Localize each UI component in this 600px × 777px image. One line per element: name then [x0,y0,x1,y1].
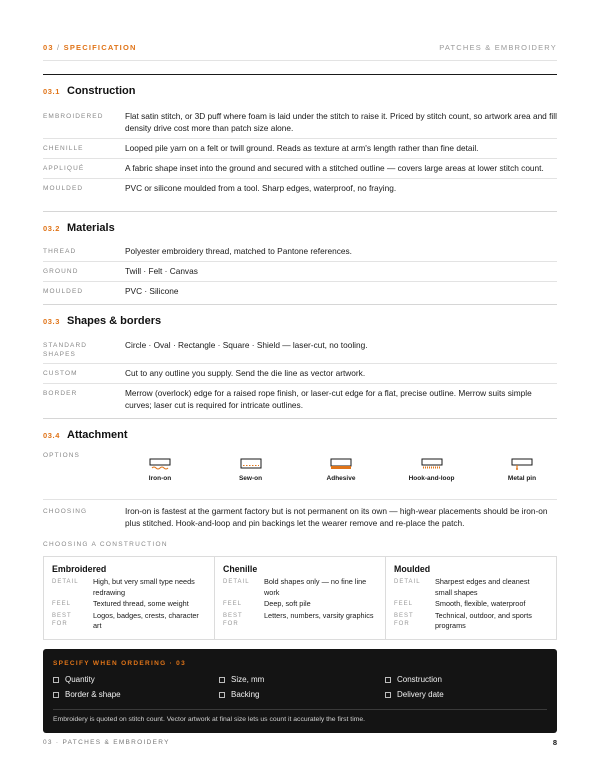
card-row-value: Textured thread, some weight [93,599,189,608]
header-divider [43,60,557,61]
checklist-item[interactable] [385,674,551,685]
card-moulded [386,557,556,639]
table-row [43,262,557,282]
hook-and-loop-icon [421,458,443,470]
row-label: CHENILLE [43,145,84,152]
section-title: Attachment [67,429,128,441]
option-iron-on [125,458,195,499]
row-label: CHOOSING [43,508,88,515]
section-divider [43,304,557,305]
checkbox-icon[interactable] [385,677,391,683]
checkbox-icon[interactable] [219,677,225,683]
card-row-value: Bold shapes only — no fine line work [264,577,367,597]
table-row [43,242,557,262]
page-header [43,43,557,55]
option-label: Metal pin [507,475,537,482]
section-divider [43,211,557,212]
card-row [52,599,206,610]
checklist-item-label: Quantity [65,675,95,684]
section-shapes-borders [43,315,557,415]
checklist-grid [53,674,547,700]
section-attachment [43,429,557,533]
checklist-item[interactable] [53,689,219,700]
row-value: PVC · Silicone [125,286,179,296]
row-value: Merrow (overlock) edge for a raised rope finish, or laser-cut edge for a flat, precise outline. Merrow suits simple curves; laser cut is required for intricate outlines. [125,388,532,410]
header-section-name: SPECIFICATION [63,43,137,52]
card-row-key: DETAIL [223,579,250,585]
checklist-item-label: Size, mm [231,675,265,684]
section-materials [43,222,557,301]
checklist-item-label: Delivery date [397,690,444,699]
header-rule [43,74,557,75]
row-value: Flat satin stitch, or 3D puff where foam is laid under the stitch to raise it. Priced by stitch count, so artwork area and fill density drive cost more than patch size alone. [125,111,557,133]
spec-table [43,107,557,198]
option-adhesive [306,458,376,499]
table-row [43,364,557,384]
page-number: 8 [552,738,557,747]
table-row [43,139,557,159]
table-row [43,282,557,301]
sew-on-icon [240,458,262,470]
card-row-value: Smooth, flexible, waterproof [435,599,526,608]
attachment-option-list [125,458,557,499]
header-separator: / [57,43,61,52]
card-row [52,611,206,632]
table-row [43,499,557,533]
row-value: PVC or silicone moulded from a tool. Sharp edges, waterproof, no fraying. [125,183,397,193]
section-heading [43,85,557,99]
section-number: 03.3 [43,317,60,326]
checkbox-icon[interactable] [385,692,391,698]
row-label: APPLIQUÉ [43,165,85,172]
row-label: GROUND [43,268,79,275]
section-divider [43,418,557,419]
card-row-key: FEEL [223,601,243,607]
option-sew-on [216,458,286,499]
attachment-options [43,451,557,499]
card-row-value: High, but very small type needs redrawing [93,577,195,597]
header-section [43,43,137,52]
row-value: Polyester embroidery thread, matched to Pantone references. [125,246,352,256]
table-row [43,179,557,198]
checklist-item[interactable] [219,689,385,700]
footer-document-title: 03 · PATCHES & EMBROIDERY [43,739,170,746]
card-row-key: BEST FOR [52,612,72,627]
section-number: 03.2 [43,224,60,233]
page [43,0,557,777]
table-row [43,384,557,415]
row-label: MOULDED [43,185,84,192]
checklist-note: Embroidery is quoted on stitch count. Vector artwork at final size lets us count it accurately the first time. [53,716,366,723]
ordering-checklist-panel [43,649,557,733]
iron-on-icon [149,458,171,470]
row-value: A fabric shape inset into the ground and secured with a stitched outline — covers large areas at lower stitch count. [125,163,544,173]
row-value: Circle · Oval · Rectangle · Square · Shield — laser-cut, no tooling. [125,340,368,350]
card-row-value: Letters, numbers, varsity graphics [264,610,374,620]
row-label: BORDER [43,390,78,397]
option-label: Sew-on [238,475,263,482]
card-row-key: FEEL [52,601,72,607]
checklist-divider [53,709,547,710]
option-metal-pin [487,458,557,499]
section-heading [43,429,557,443]
card-row [394,599,548,610]
card-row-value: Logos, badges, crests, character art [93,610,199,630]
row-label: STANDARD SHAPES [43,342,88,358]
checklist-item[interactable] [385,689,551,700]
section-number: 03.1 [43,87,60,96]
section-title: Materials [67,222,115,234]
card-title: Moulded [394,564,431,574]
card-row [223,577,377,598]
card-row-key: DETAIL [52,579,79,585]
checklist-item[interactable] [219,674,385,685]
row-label: MOULDED [43,288,84,295]
card-row-key: FEEL [394,601,414,607]
section-heading [43,315,557,329]
card-row [394,611,548,632]
row-label: CUSTOM [43,370,78,377]
card-title: Chenille [223,564,258,574]
row-label: OPTIONS [43,452,80,459]
card-row-value: Deep, soft pile [264,599,311,608]
spec-table [43,336,557,415]
card-row [394,577,548,598]
comparison-cards [43,556,557,640]
page-footer [43,739,557,749]
card-chenille [215,557,386,639]
section-title: Construction [67,85,136,97]
option-hook-and-loop [397,458,467,499]
spec-table [43,242,557,301]
comparison-heading: CHOOSING A CONSTRUCTION [43,541,168,548]
checklist-item-label: Border & shape [65,690,121,699]
section-heading [43,222,557,236]
checkbox-icon[interactable] [219,692,225,698]
row-label: EMBROIDERED [43,113,104,120]
header-section-number: 03 [43,43,54,52]
checklist-title: SPECIFY WHEN ORDERING · 03 [53,660,187,667]
card-row-value: Sharpest edges and cleanest small shapes [435,577,530,597]
card-embroidered [44,557,215,639]
card-row-key: DETAIL [394,579,421,585]
option-label: Adhesive [326,475,356,482]
card-row-value: Technical, outdoor, and sports programs [435,610,532,630]
card-row [52,577,206,598]
section-title: Shapes & borders [67,315,162,327]
option-label: Hook-and-loop [408,475,455,482]
adhesive-icon [330,458,352,470]
option-label: Iron-on [148,475,172,482]
row-label: THREAD [43,248,77,255]
row-value: Looped pile yarn on a felt or twill ground. Reads as texture at arm's length rather than fine detail. [125,143,479,153]
card-row-key: BEST FOR [223,612,243,627]
checkbox-icon[interactable] [53,677,59,683]
section-construction [43,85,557,198]
row-value: Cut to any outline you supply. Send the die line as vector artwork. [125,368,366,378]
row-value: Iron-on is fastest at the garment factory but is not permanent on its own — high-wear placements should be iron-on plus stitched. Hook-and-loop and pin backings let the wearer remove and re-place the patch. [125,506,548,528]
checklist-item-label: Backing [231,690,260,699]
header-document-title: PATCHES & EMBROIDERY [439,43,557,52]
section-number: 03.4 [43,431,60,440]
card-row-key: BEST FOR [394,612,414,627]
card-title: Embroidered [52,564,107,574]
table-row [43,107,557,139]
row-value: Twill · Felt · Canvas [125,266,198,276]
card-row [223,611,377,629]
table-row [43,159,557,179]
checklist-item-label: Construction [397,675,442,684]
checklist-item[interactable] [53,674,219,685]
card-row [223,599,377,610]
metal-pin-icon [511,458,533,470]
table-row [43,336,557,364]
checkbox-icon[interactable] [53,692,59,698]
